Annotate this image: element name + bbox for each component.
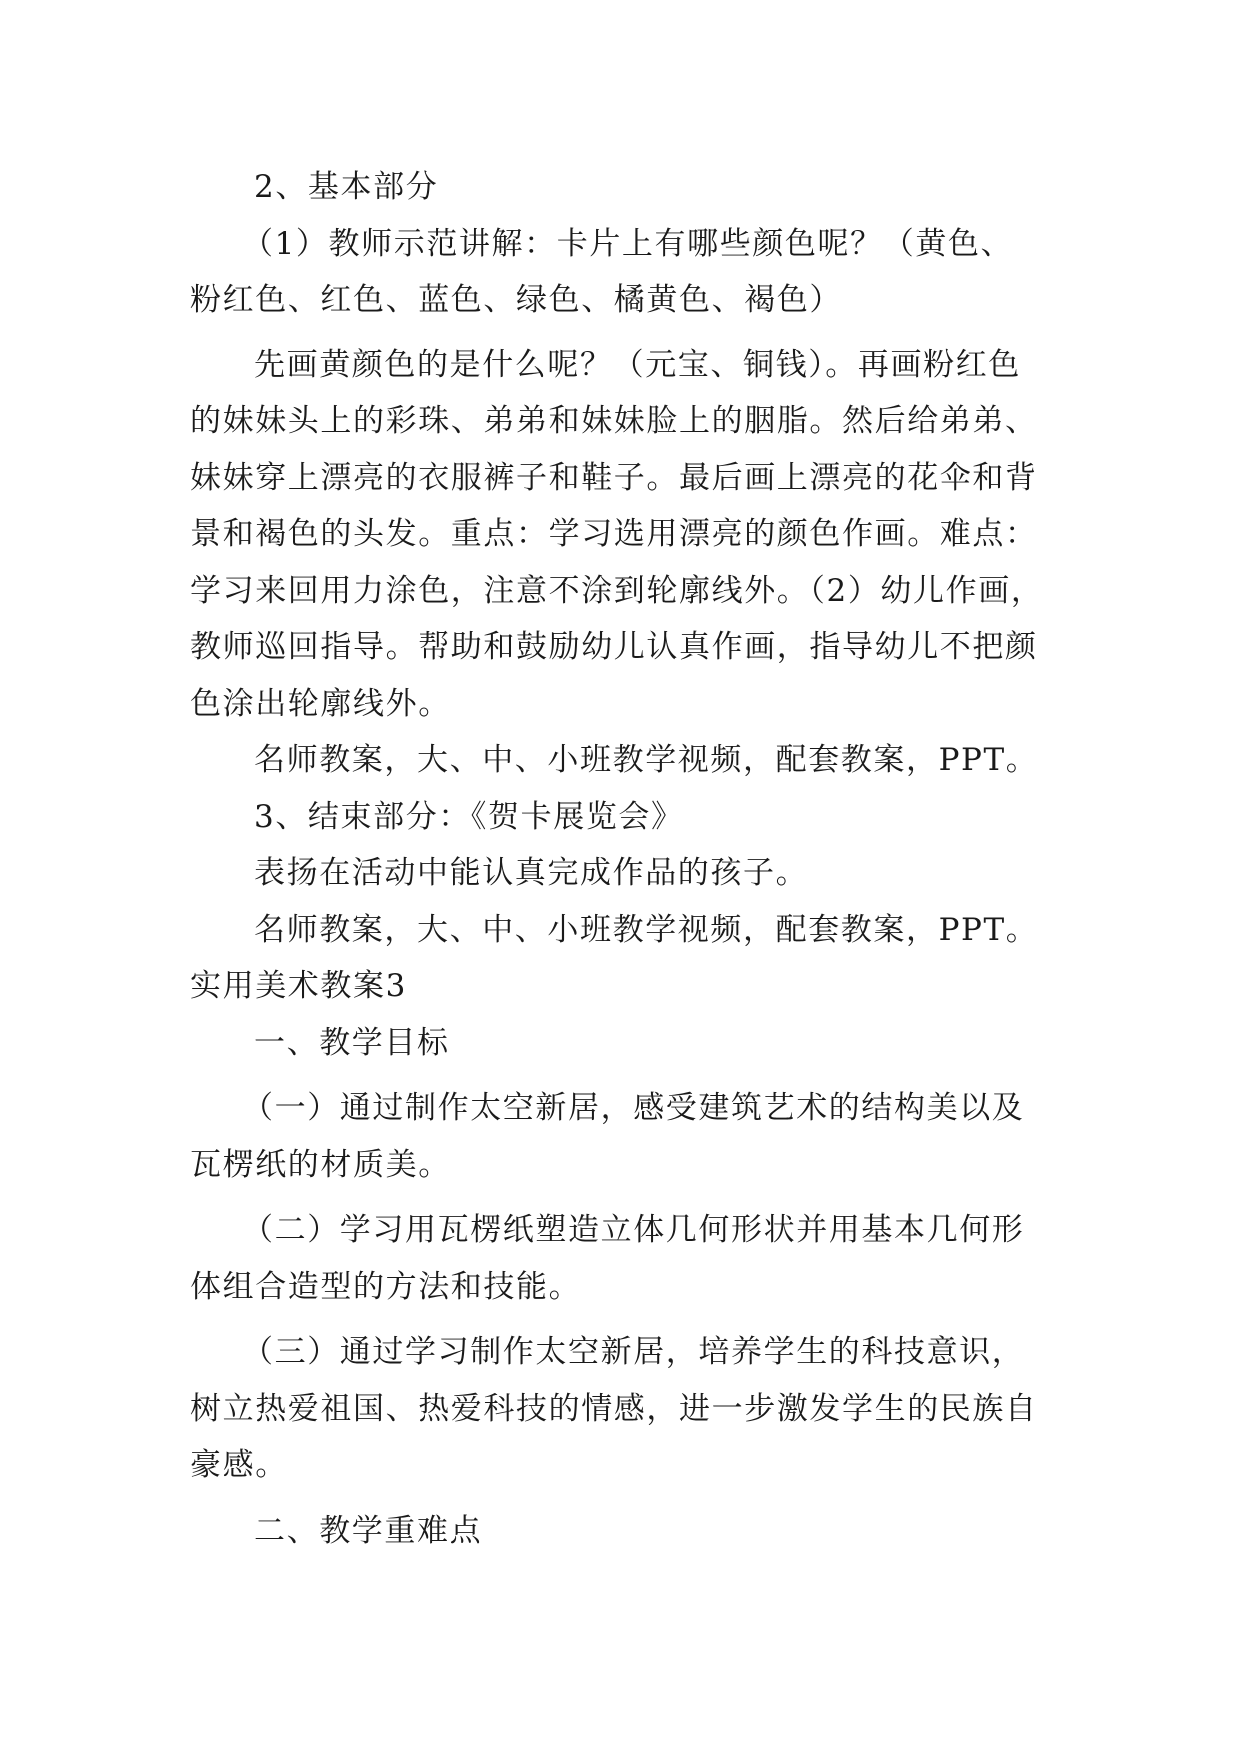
paragraph-line: 先画黄颜色的是什么呢？（元宝、铜钱）。再画粉红色 [254, 346, 1021, 383]
paragraph-line: 体组合造型的方法和技能。 [190, 1268, 582, 1305]
paragraph-line: 的妹妹头上的彩珠、弟弟和妹妹脸上的胭脂。然后给弟弟、 [190, 403, 1038, 439]
paragraph-line: （二）学习用瓦楞纸塑造立体几何形状并用基本几何形 [242, 1212, 1025, 1248]
paragraph-line: 景和褐色的头发。重点：学习选用漂亮的颜色作画。难点： [190, 516, 1038, 552]
paragraph-line: 妹妹穿上漂亮的衣服裤子和鞋子。最后画上漂亮的花伞和背 [190, 459, 1038, 496]
paragraph-line: 学习来回用力涂色，注意不涂到轮廓线外。（2）幼儿作画， [190, 572, 1044, 609]
paragraph-line: （一）通过制作太空新居，感受建筑艺术的结构美以及 [242, 1090, 1025, 1126]
section-heading-basic: 2、基本部分 [254, 169, 439, 205]
paragraph-line: 名师教案，大、中、小班教学视频，配套教案，PPT。 [254, 742, 1039, 778]
paragraph-line: 豪感。 [190, 1447, 288, 1483]
paragraph-line: 名师教案，大、中、小班教学视频，配套教案，PPT。 [254, 911, 1039, 948]
paragraph-line: （1）教师示范讲解：卡片上有哪些颜色呢？（黄色、 [242, 225, 1014, 262]
section-heading-difficulties: 二、教学重难点 [254, 1512, 483, 1549]
paragraph-line: 教师巡回指导。帮助和鼓励幼儿认真作画，指导幼儿不把颜 [190, 629, 1038, 665]
section-heading-goals: 一、教学目标 [254, 1024, 450, 1061]
paragraph-line: 粉红色、红色、蓝色、绿色、橘黄色、褐色） [190, 282, 842, 318]
document-body [190, 159, 1050, 1559]
paragraph-line: 色涂出轮廓线外。 [190, 685, 451, 722]
section-heading-end: 3、结束部分：《贺卡展览会》 [254, 798, 684, 835]
paragraph-line: （三）通过学习制作太空新居，培养学生的科技意识， [242, 1334, 1025, 1370]
paragraph-line: 表扬在活动中能认真完成作品的孩子。 [254, 855, 809, 891]
document-title: 实用美术教案3 [190, 968, 407, 1004]
paragraph-line: 树立热爱祖国、热爱科技的情感，进一步激发学生的民族自 [190, 1390, 1038, 1427]
paragraph-line: 瓦楞纸的材质美。 [190, 1146, 451, 1183]
